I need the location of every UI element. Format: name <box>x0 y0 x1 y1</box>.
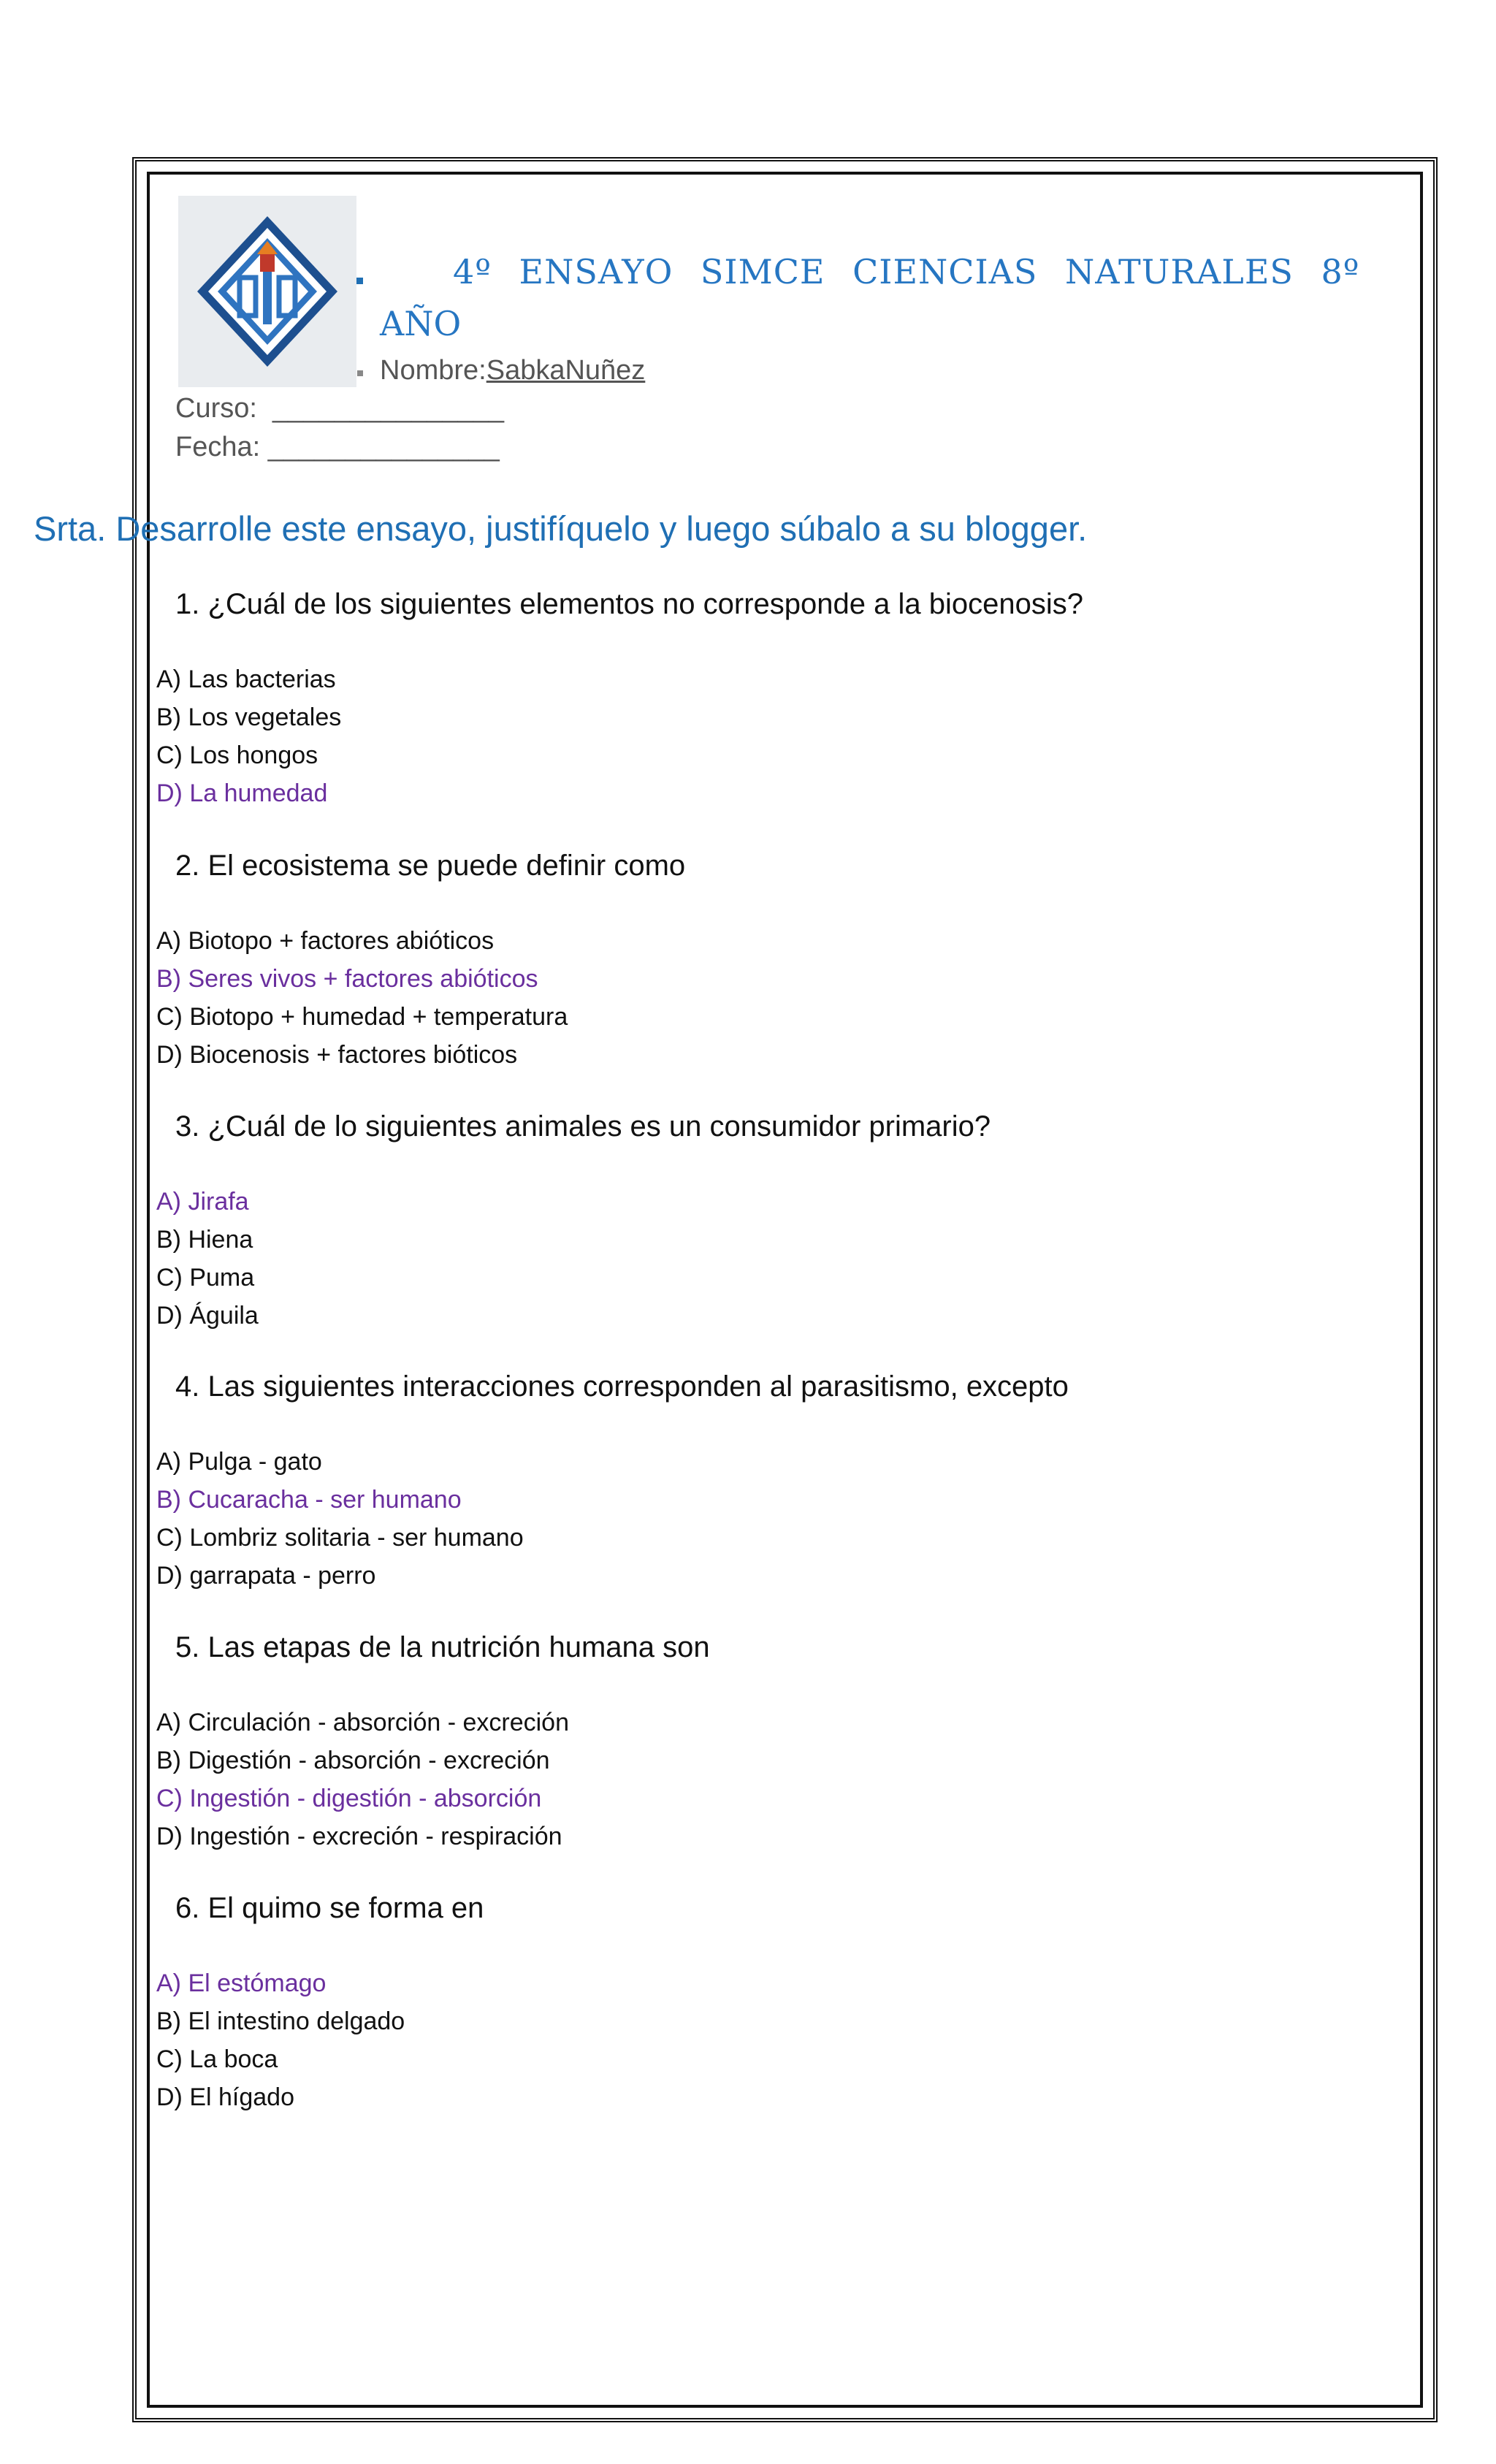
question-5: 5. Las etapas de la nutrición humana son <box>175 1631 710 1663</box>
question-4-option-d: D) garrapata - perro <box>156 1562 376 1590</box>
page-title: 4º ENSAYO SIMCE CIENCIAS NATURALES 8º <box>453 252 1360 291</box>
question-2-option-b: B) Seres vivos + factores abióticos <box>156 965 538 993</box>
date-field: Fecha: _______________ <box>175 432 500 462</box>
title-bullet <box>356 278 363 284</box>
question-2-option-c: C) Biotopo + humedad + temperatura <box>156 1003 568 1031</box>
question-3-option-b: B) Hiena <box>156 1226 253 1254</box>
question-6: 6. El quimo se forma en <box>175 1892 484 1924</box>
page-border-inner <box>147 172 1423 2408</box>
question-1-option-d: D) La humedad <box>156 779 328 807</box>
question-3-option-d: D) Águila <box>156 1302 259 1330</box>
page-title-continuation: AÑO <box>380 304 462 343</box>
question-5-option-c: C) Ingestión - digestión - absorción <box>156 1785 542 1812</box>
question-2-option-a: A) Biotopo + factores abióticos <box>156 927 495 955</box>
question-1-option-c: C) Los hongos <box>156 741 318 769</box>
student-name <box>380 355 645 386</box>
question-6-option-c: C) La boca <box>156 2045 278 2073</box>
name-bullet <box>357 370 363 376</box>
question-6-option-d: D) El hígado <box>156 2083 294 2111</box>
question-3-option-a: A) Jirafa <box>156 1188 249 1216</box>
question-5-option-a: A) Circulación - absorción - excreción <box>156 1709 569 1736</box>
student-name-value: SabkaNuñez <box>486 355 646 386</box>
question-4: 4. Las siguientes interacciones corresponden al parasitismo, excepto <box>175 1370 1069 1403</box>
student-name-label: Nombre: <box>380 355 486 386</box>
question-4-option-a: A) Pulga - gato <box>156 1448 322 1476</box>
question-3: 3. ¿Cuál de lo siguientes animales es un consumidor primario? <box>175 1110 991 1143</box>
instruction-text: Srta. Desarrolle este ensayo, justifíquelo y luego súbalo a su blogger. <box>34 509 1088 548</box>
question-4-option-c: C) Lombriz solitaria - ser humano <box>156 1524 524 1552</box>
question-2-option-d: D) Biocenosis + factores bióticos <box>156 1041 518 1069</box>
question-6-option-b: B) El intestino delgado <box>156 2007 405 2035</box>
question-1-option-a: A) Las bacterias <box>156 665 336 693</box>
school-crest-icon <box>178 196 356 387</box>
question-4-option-b: B) Cucaracha - ser humano <box>156 1486 462 1514</box>
question-3-option-c: C) Puma <box>156 1264 255 1292</box>
question-5-option-b: B) Digestión - absorción - excreción <box>156 1747 550 1774</box>
page-border <box>132 157 1438 2422</box>
course-field: Curso: _______________ <box>175 393 505 424</box>
question-2: 2. El ecosistema se puede definir como <box>175 850 686 882</box>
question-5-option-d: D) Ingestión - excreción - respiración <box>156 1823 562 1850</box>
question-1-option-b: B) Los vegetales <box>156 703 342 731</box>
question-6-option-a: A) El estómago <box>156 1969 327 1997</box>
question-1: 1. ¿Cuál de los siguientes elementos no corresponde a la biocenosis? <box>175 588 1083 620</box>
